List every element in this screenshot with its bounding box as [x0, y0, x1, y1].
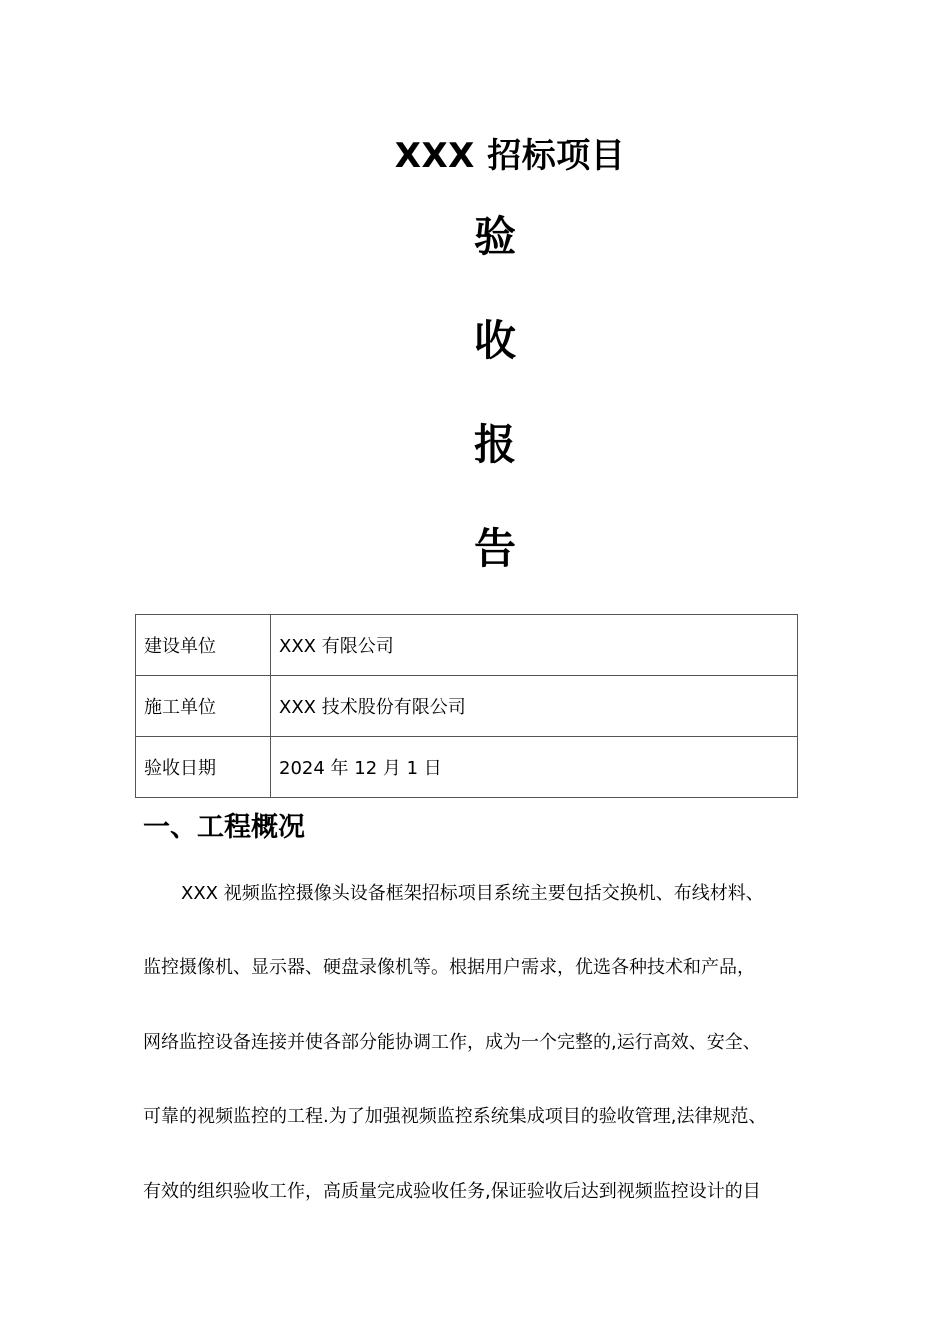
contractor-label: 施工单位 — [136, 676, 271, 737]
body-text-line: XXX 视频监控摄像头设备框架招标项目系统主要包括交换机、布线材料、 — [181, 883, 764, 904]
table-row — [136, 615, 798, 676]
acceptance-date-label: 验收日期 — [136, 737, 271, 798]
title-char-yan: 验 — [473, 212, 516, 261]
table-row — [136, 737, 798, 798]
body-text-line: 有效的组织验收工作，高质量完成验收任务,保证验收后达到视频监控设计的目 — [143, 1181, 761, 1202]
page-title: XXX 招标项目 — [394, 136, 626, 176]
title-char-gao: 告 — [473, 524, 516, 573]
construction-unit-label: 建设单位 — [136, 615, 271, 676]
contractor-value: XXX 技术股份有限公司 — [271, 676, 798, 737]
acceptance-date-value: 2024 年 12 月 1 日 — [271, 737, 798, 798]
title-char-bao: 报 — [473, 420, 516, 469]
body-text-line: 监控摄像机、显示器、硬盘录像机等。根据用户需求，优选各种技术和产品， — [143, 957, 755, 978]
body-text-line: 可靠的视频监控的工程.为了加强视频监控系统集成项目的验收管理,法律规范、 — [143, 1106, 767, 1127]
section-heading: 一、工程概况 — [143, 812, 305, 843]
body-text-line: 网络监控设备连接并使各部分能协调工作，成为一个完整的,运行高效、安全、 — [143, 1032, 761, 1053]
table-row — [136, 676, 798, 737]
project-info-table — [135, 614, 798, 798]
construction-unit-value: XXX 有限公司 — [271, 615, 798, 676]
title-char-shou: 收 — [473, 316, 516, 365]
